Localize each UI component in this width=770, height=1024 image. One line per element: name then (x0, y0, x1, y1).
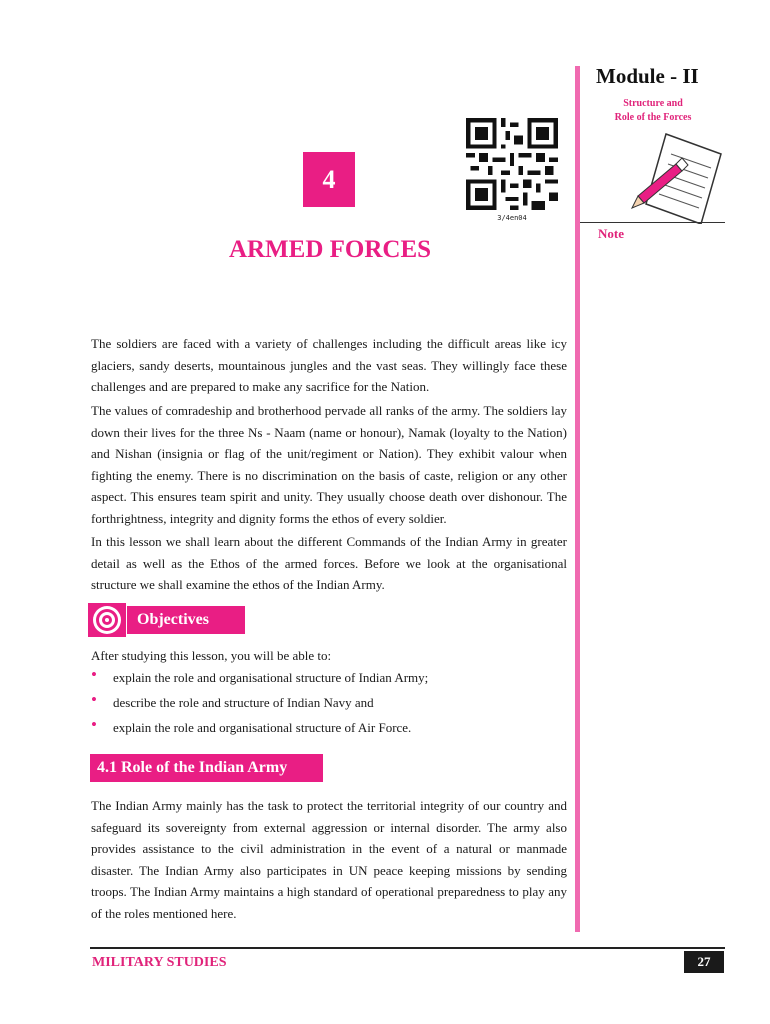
module-subtitle-line1: Structure and (623, 98, 683, 109)
chapter-number: 4 (303, 152, 355, 207)
objective-text: describe the role and structure of Indian Navy and (113, 695, 374, 710)
list-item (91, 690, 561, 711)
objectives-intro: After studying this lesson, you will be able to: (91, 648, 332, 663)
module-subtitle (588, 97, 718, 125)
bullet-icon: • (91, 665, 97, 684)
footer-rule (90, 947, 725, 949)
intro-paragraph-3: In this lesson we shall learn about the different Commands of the Indian Army in greater detail as well as the Ethos of the armed forces. Before we look at the organisational structure we shall examine the ethos of the Indian Army. (91, 534, 567, 593)
module-title: Module - II (596, 64, 699, 88)
objectives-list (91, 665, 561, 745)
section-heading: 4.1 Role of the Indian Army (90, 754, 323, 782)
qr-code-icon (466, 118, 558, 210)
module-subtitle-line2: Role of the Forces (614, 112, 692, 123)
list-item (91, 715, 561, 736)
page-number: 27 (684, 951, 724, 973)
intro-paragraph-2: The values of comradeship and brotherhood pervade all ranks of the army. The soldiers lay down their lives for the three Ns - Naam (name or honour), Namak (loyalty to the Nation) and Nishan (insignia or flag of the unit/regiment or Nation). They exhibit valour when fighting the enemy. There is no discrimination on the basis of caste, religion or any other aspect. This ensures team spirit and unity. They usually choose death over dishonour. The forthrightness, integrity and dignity forms the ethos of every soldier. (91, 403, 567, 526)
bullet-icon: • (91, 715, 97, 734)
footer-book-title: MILITARY STUDIES (92, 955, 227, 970)
objectives-heading: Objectives (127, 606, 245, 634)
objective-text: explain the role and organisational structure of Indian Army; (113, 670, 429, 685)
objective-text: explain the role and organisational structure of Air Force. (113, 720, 412, 735)
section-paragraph: The Indian Army mainly has the task to protect the territorial integrity of our country and safeguard its sovereignty from external aggression or internal disorder. The army also provides assistance to the civil administration in the event of a natural or manmade disaster. The Indian Army also participates in UN peace keeping missions by sending troops. The Indian Army maintains a high standard of operational preparedness to play any of the roles mentioned here. (91, 798, 567, 921)
qr-caption: 3/4en04 (497, 214, 527, 222)
note-divider (580, 222, 725, 223)
bullet-icon: • (91, 690, 97, 709)
note-label: Note (598, 226, 624, 241)
list-item (91, 665, 561, 686)
chapter-title: ARMED FORCES (228, 236, 432, 263)
notepad-pencil-icon (626, 124, 726, 224)
target-icon (88, 603, 126, 637)
side-margin-rule (575, 66, 580, 932)
intro-paragraph-1: The soldiers are faced with a variety of challenges including the difficult areas like icy glaciers, sandy deserts, mountainous jungles and the vast seas. They willingly face these challenges and are prepared to make any sacrifice for the Nation. (91, 336, 567, 395)
